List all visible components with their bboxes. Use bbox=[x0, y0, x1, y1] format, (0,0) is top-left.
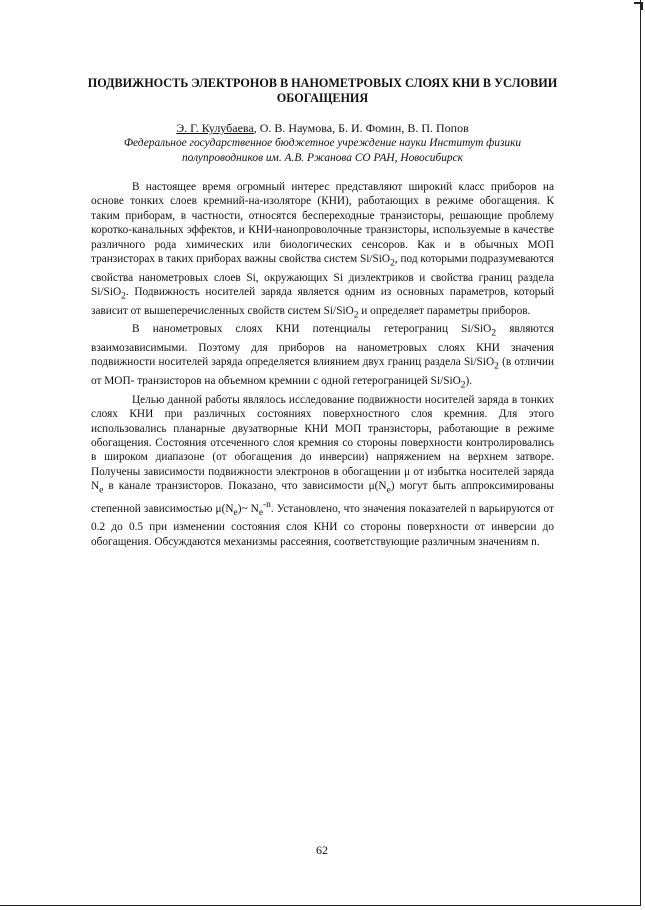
presenting-author: Э. Г. Кулубаева bbox=[176, 121, 254, 135]
subscript: 2 bbox=[491, 328, 497, 339]
author-list bbox=[85, 121, 560, 136]
paragraph-2 bbox=[91, 322, 554, 392]
paragraph-2-text-a: В нанометровых слоях КНИ потенциалы гетерограниц Si/SiO bbox=[132, 323, 492, 336]
paragraph-2-text-d: ). bbox=[465, 375, 473, 388]
subscript: e bbox=[258, 507, 264, 518]
subscript: e bbox=[386, 485, 391, 496]
subscript: e bbox=[233, 507, 238, 518]
paragraph-3-text-d: )~ N bbox=[237, 502, 259, 515]
paragraph-2-text-c: (в отличии от МОП- транзисторов на объемном кремнии с одной гетерограницей Si/SiO bbox=[91, 356, 554, 388]
paragraph-3-text-a: Целью данной работы являлось исследование подвижности носителей заряда в тонких слоях КНИ при различных состояниях поверхностного слоя кремния. Для этого использовались планарные двузатворные КНИ МОП транзисторы, работающие в режиме обогащения. Состояния отсеченного слоя кремния со стороны поверхности контролировались в широком диапазоне (от обогащения до инверсии) напряжением на верхнем затворе. Получены зависимости подвижности электронов в обогащении μ от избытка носителей заряда N bbox=[91, 393, 554, 493]
paragraph-3-text-c: ) могут быть аппроксимированы степенной зависимостью μ(N bbox=[91, 480, 554, 515]
paragraph-1-text-b: , под которыми подразумеваются свойства нанометровых слоев Si, окружающих Si диэлектриков и свойства границ раздела Si/SiO bbox=[91, 253, 554, 299]
paragraph-2-text-b: являются взаимозависимыми. Поэтому для приборов на нанометровых слоях КНИ значения подвижности носителей заряда определяется влиянием двух границ раздела Si/SiO bbox=[91, 323, 554, 369]
paragraph-3-text-b: в канале транзисторов. Показано, что зависимости μ(N bbox=[103, 480, 387, 493]
paper-title: ПОДВИЖНОСТЬ ЭЛЕКТРОНОВ В НАНОМЕТРОВЫХ СЛОЯХ КНИ В УСЛОВИИ ОБОГАЩЕНИЯ bbox=[87, 76, 558, 105]
paragraph-1-text-a: В настоящее время огромный интерес представляют широкий класс приборов на основе тонких слоев кремний-на-изоляторе (КНИ), работающих в режиме обогащения. К таким приборам, в частности, относятся беспереходные транзисторы, решающие проблему коротко-канальных эффектов, и КНИ-нанопроволочные транзисторы, используемые в качестве различного рода химических или биологических сенсоров. Как и в обычных МОП транзисторах в таких приборах важны свойства систем Si/SiO bbox=[91, 181, 554, 266]
subscript: 2 bbox=[494, 361, 499, 372]
paragraph-1 bbox=[91, 180, 554, 322]
co-authors: , О. В. Наумова, Б. И. Фомин, В. П. Попов bbox=[253, 121, 469, 135]
subscript: 2 bbox=[460, 380, 466, 391]
subscript: 2 bbox=[121, 291, 126, 302]
subscript: 2 bbox=[390, 258, 395, 269]
subscript: 2 bbox=[353, 310, 359, 320]
subscript: e bbox=[99, 485, 104, 496]
page-border-right bbox=[640, 0, 641, 906]
abstract-body bbox=[91, 180, 554, 549]
page-number: 62 bbox=[316, 843, 328, 857]
paragraph-1-text-d: и определяет параметры приборов. bbox=[358, 304, 531, 317]
corner-mark bbox=[634, 2, 643, 10]
superscript: -n bbox=[263, 499, 271, 510]
paragraph-1-text-c: . Подвижность носителей заряда является одним из основных параметров, который зависит от вышеперечисленных свойств систем Si/SiO bbox=[91, 286, 554, 317]
paragraph-3-text-e: . Установлено, что значения показателей n варьируются от 0.2 до 0.5 при изменении состояния слоя КНИ со стороны поверхности от инверсии до обогащения. Обсуждаются механизмы рассеяния, соответствующие различным значениям n. bbox=[91, 502, 554, 548]
affiliation: Федеральное государственное бюджетное учреждение науки Институт физики полупроводников им. А.В. Ржанова СО РАН, Новосибирск bbox=[123, 137, 522, 164]
paragraph-3 bbox=[91, 393, 554, 549]
page-border-bottom bbox=[0, 905, 641, 906]
